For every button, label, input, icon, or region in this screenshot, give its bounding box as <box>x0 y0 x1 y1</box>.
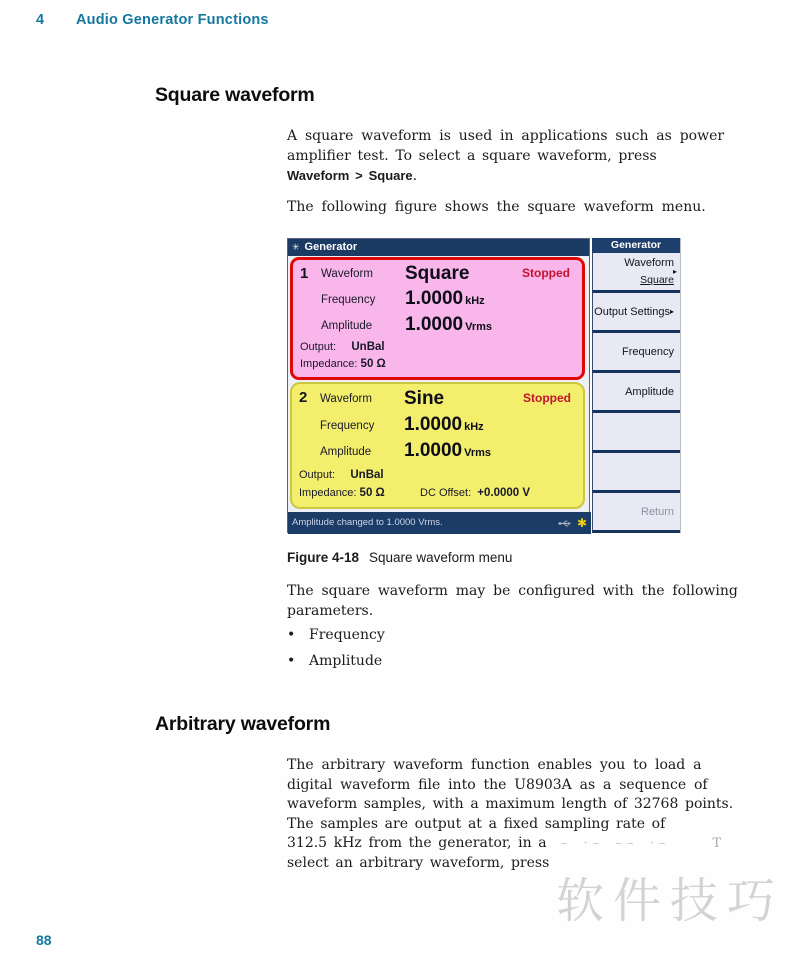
list-item <box>287 626 385 652</box>
softkey-label: Output Settings <box>594 305 670 318</box>
paragraph-line: The samples are output at a fixed sampling rate of <box>287 815 666 832</box>
softkey-label: Frequency <box>622 345 674 358</box>
softkey-blank <box>592 453 680 493</box>
output-value: UnBal <box>350 469 384 481</box>
frequency-value <box>404 414 484 436</box>
figure-caption <box>287 550 512 565</box>
softkey-output-settings <box>592 293 680 333</box>
softkey-selected-value: Square <box>640 274 674 286</box>
status-icons <box>558 512 587 534</box>
amplitude-label: Amplitude <box>320 446 372 458</box>
impedance-row <box>300 358 386 370</box>
channel-1-panel <box>290 257 585 380</box>
amplitude-value <box>405 314 492 336</box>
faded-text-artifact: T <box>712 836 722 851</box>
frequency-unit: kHz <box>465 295 485 307</box>
dc-offset-row <box>420 487 530 499</box>
waveform-value: Square <box>405 263 470 284</box>
frequency-label: Frequency <box>320 420 375 432</box>
sun-icon: ✳ <box>292 242 300 252</box>
output-row <box>300 341 385 353</box>
sentence-period: . <box>412 168 418 184</box>
paragraph-line: select an arbitrary waveform, press <box>287 854 550 871</box>
output-row <box>299 469 384 481</box>
frequency-unit: kHz <box>464 421 484 433</box>
square-parameters-paragraph <box>287 582 738 621</box>
submenu-arrow-icon: ▸ <box>669 306 674 316</box>
chapter-number: 4 <box>36 12 45 28</box>
section-heading-arbitrary-waveform: Arbitrary waveform <box>155 713 331 735</box>
frequency-number: 1.0000 <box>405 288 464 309</box>
softkey-label: Amplitude <box>625 385 674 398</box>
status-badge: Stopped <box>523 391 571 405</box>
screen-title: Generator <box>304 241 358 253</box>
amplitude-number: 1.0000 <box>404 440 463 461</box>
output-label: Output: <box>300 341 337 353</box>
softkey-return <box>592 493 680 533</box>
arbitrary-intro-paragraph <box>287 756 733 873</box>
frequency-value <box>405 288 485 310</box>
softkey-waveform <box>592 253 680 293</box>
paragraph-line: amplifier test. To select a square waveform, press <box>287 147 657 164</box>
status-badge: Stopped <box>522 266 570 280</box>
paragraph-line <box>287 834 733 854</box>
usb-icon <box>558 519 573 528</box>
square-intro-paragraph <box>287 127 724 187</box>
paragraph-line: parameters. <box>287 602 374 619</box>
amplitude-unit: Vrms <box>464 447 492 459</box>
paragraph-line: waveform samples, with a maximum length of 32768 points. <box>287 796 734 812</box>
paragraph-line: A square waveform is used in applications such as power <box>287 128 725 144</box>
screen-status-bar <box>288 512 591 534</box>
softkey-menu <box>592 238 681 533</box>
impedance-value: 50 Ω <box>359 487 385 499</box>
figure-caption-label: Figure 4-18 <box>287 550 360 565</box>
channel-number: 1 <box>300 265 309 282</box>
paragraph-line: The arbitrary waveform function enables you to load a <box>287 757 702 773</box>
frequency-label: Frequency <box>321 294 376 306</box>
softkey-amplitude <box>592 373 680 413</box>
output-label: Output: <box>299 469 336 481</box>
list-item <box>287 652 385 678</box>
amplitude-number: 1.0000 <box>405 314 464 335</box>
output-value: UnBal <box>351 341 385 353</box>
dc-offset-label: DC Offset: <box>420 487 472 499</box>
impedance-value: 50 Ω <box>360 358 386 370</box>
softkey-frequency <box>592 333 680 373</box>
amplitude-value <box>404 440 491 462</box>
page-number: 88 <box>36 932 52 948</box>
frequency-number: 1.0000 <box>404 414 463 435</box>
paragraph-line: The following figure shows the square waveform menu. <box>287 199 706 215</box>
submenu-arrow-icon: ▸ <box>672 267 677 276</box>
notification-star-icon: ✱ <box>576 516 587 530</box>
waveform-label: Waveform <box>320 393 372 405</box>
faded-text-artifact: – ·– –– ·– <box>560 836 671 851</box>
softkey-menu-header: Generator <box>592 238 680 253</box>
bullet-icon: • <box>287 627 296 643</box>
impedance-label: Impedance: <box>300 358 358 370</box>
generator-screen <box>287 238 590 533</box>
screen-title-bar <box>288 239 589 256</box>
bullet-text: Frequency <box>309 627 385 643</box>
section-heading-square-waveform: Square waveform <box>155 84 315 106</box>
figure-4-18-device-screenshot <box>287 238 681 533</box>
softkey-label: Waveform <box>624 257 674 269</box>
status-message: Amplitude changed to 1.0000 Vrms. <box>292 517 443 528</box>
channel-2-panel <box>290 382 585 509</box>
figure-lead-paragraph <box>287 198 706 218</box>
paragraph-line <box>287 166 724 187</box>
paragraph-line: The square waveform may be configured with the following <box>287 583 738 599</box>
impedance-label: Impedance: <box>299 487 357 499</box>
dc-offset-value: +0.0000 V <box>477 487 531 499</box>
paragraph-line: digital waveform file into the U8903A as a sequence of <box>287 776 708 793</box>
softkey-label: Return <box>640 505 674 518</box>
figure-caption-text: Square waveform menu <box>369 550 513 565</box>
menu-path-reference: Waveform > Square <box>287 168 413 183</box>
bullet-icon: • <box>287 653 296 669</box>
impedance-row <box>299 487 385 499</box>
waveform-value: Sine <box>404 388 445 409</box>
bullet-text: Amplitude <box>309 653 383 669</box>
softkey-blank <box>592 413 680 453</box>
parameter-bullet-list <box>287 626 385 678</box>
paragraph-text: 312.5 kHz from the generator, in a <box>287 835 547 851</box>
amplitude-label: Amplitude <box>321 320 373 332</box>
waveform-label: Waveform <box>321 268 373 280</box>
channel-number: 2 <box>299 389 308 406</box>
amplitude-unit: Vrms <box>465 321 493 333</box>
watermark-text: 软件技巧 <box>556 875 785 928</box>
chapter-title: Audio Generator Functions <box>76 12 269 28</box>
